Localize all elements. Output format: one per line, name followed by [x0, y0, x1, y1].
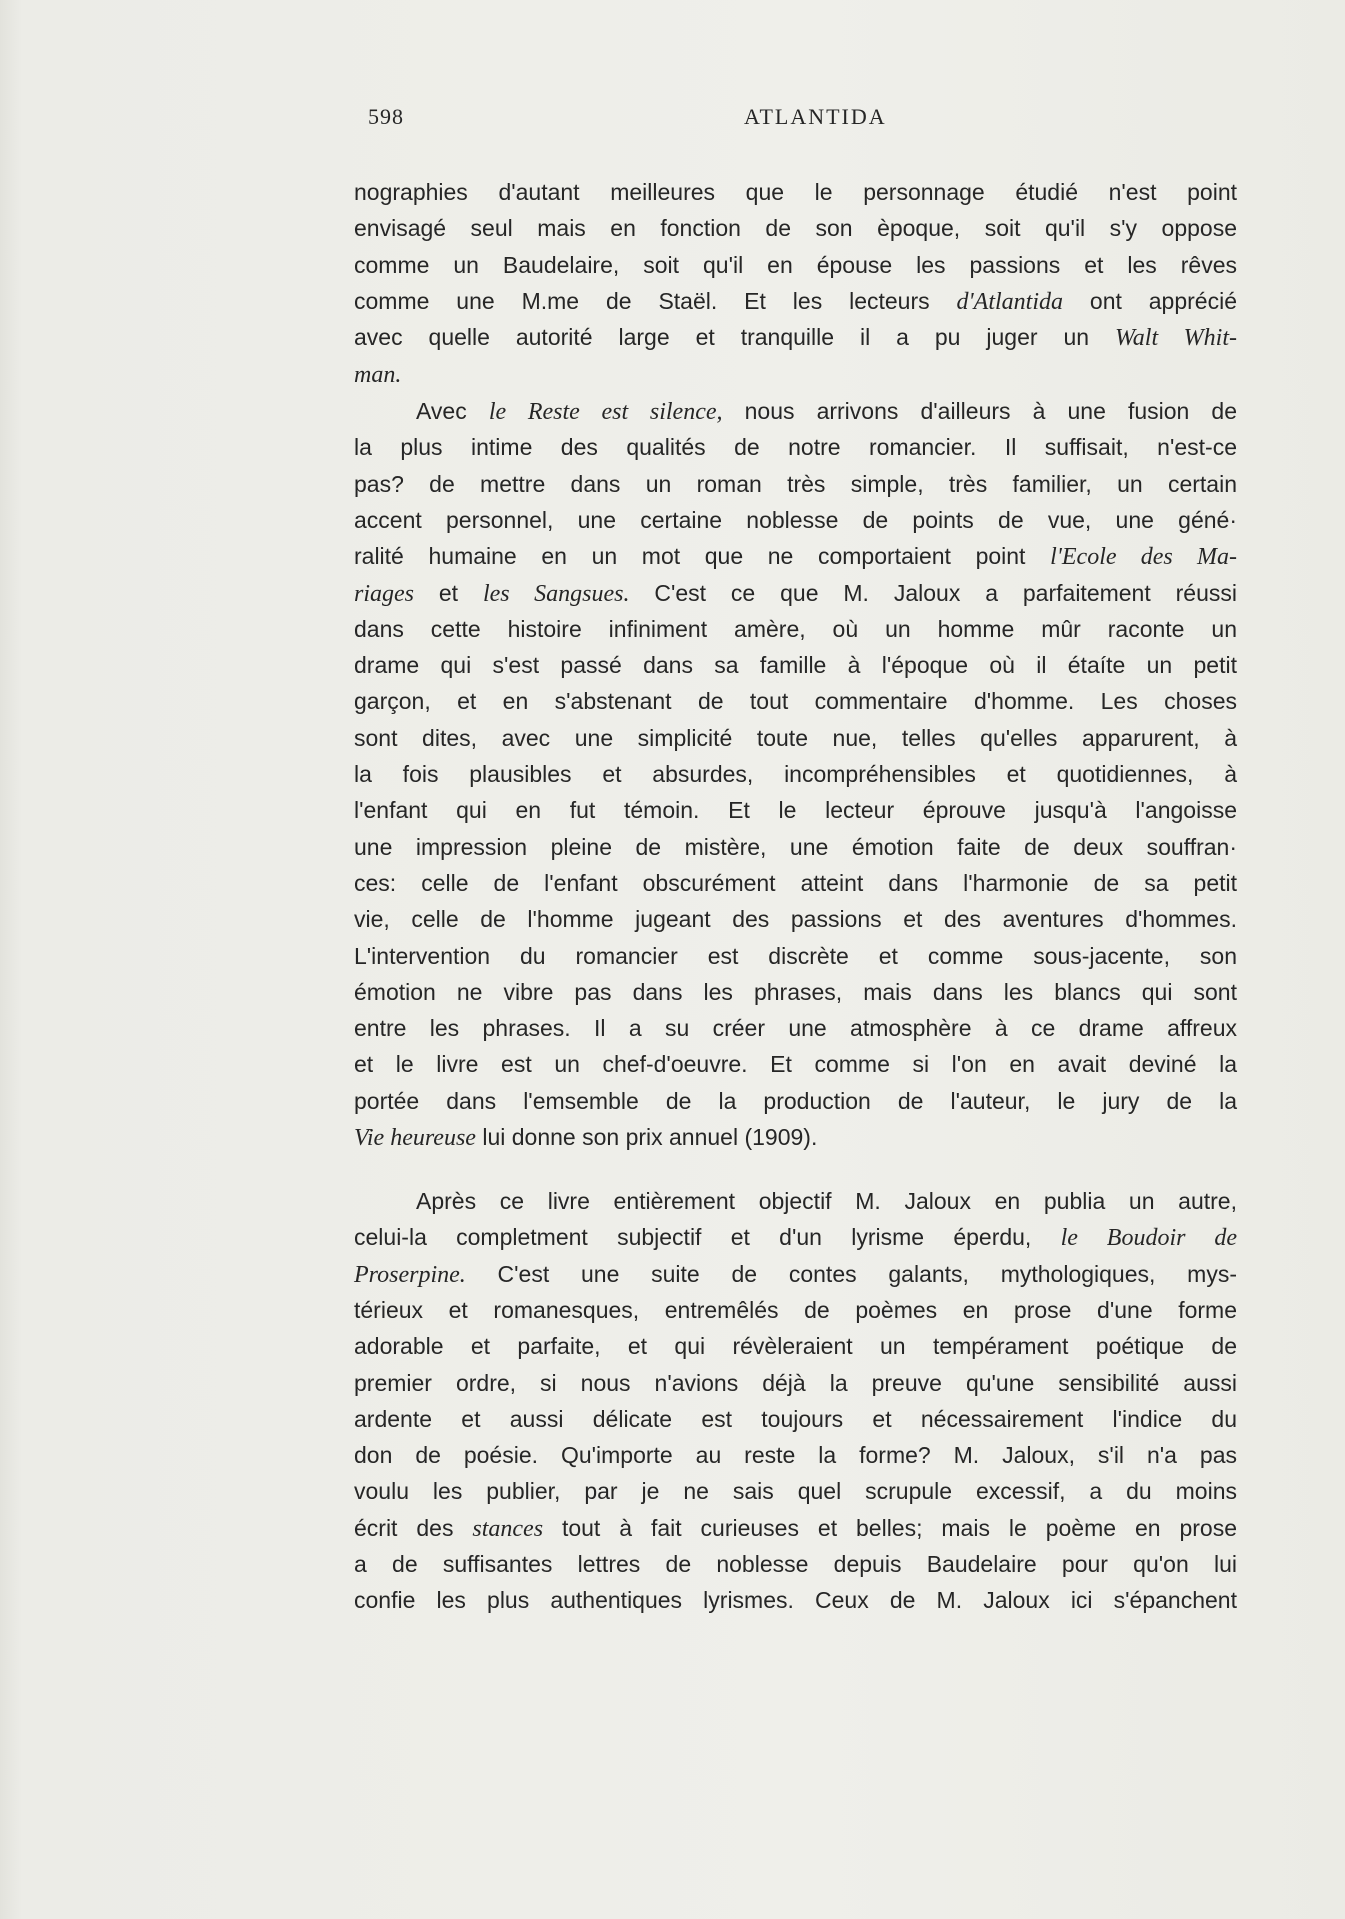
text-span: a de suffisantes lettres de noblesse depuis Baudelaire pour qu'on lui: [354, 1551, 1237, 1577]
text-line: [354, 722, 1237, 754]
text-span: confie les plus authentiques lyrismes. Ceux de M. Jaloux ici s'épanchent: [354, 1587, 1237, 1613]
italic-span: l'Ecole des Ma-: [1050, 544, 1237, 570]
italic-span: Vie heureuse: [354, 1125, 476, 1151]
text-span: écrit des: [354, 1515, 473, 1541]
text-span: comme une M.me de Staël. Et les lecteurs: [354, 288, 957, 314]
text-line: [354, 1548, 1237, 1580]
text-line: [354, 1294, 1237, 1326]
text-span: Après ce livre entièrement objectif M. Jaloux en publia un autre,: [416, 1188, 1237, 1214]
page-header: [368, 104, 1288, 138]
text-line: [354, 1185, 1237, 1217]
text-span: C'est ce que M. Jaloux a parfaitement réussi: [629, 580, 1237, 606]
text-span: ces: celle de l'enfant obscurément atteint dans l'harmonie de sa petit: [354, 870, 1237, 896]
text-span: térieux et romanesques, entremêlés de poèmes en prose d'une forme: [354, 1297, 1237, 1323]
text-span: portée dans l'emsemble de la production de l'auteur, le jury de la: [354, 1088, 1237, 1114]
text-span: envisagé seul mais en fonction de son èpoque, soit qu'il s'y oppose: [354, 215, 1237, 241]
text-line: [354, 940, 1237, 972]
text-line: [354, 758, 1237, 790]
text-span: nographies d'autant meilleures que le personnage étudié n'est point: [354, 179, 1237, 205]
text-line: [354, 504, 1237, 536]
text-line: [354, 613, 1237, 645]
text-span: l'enfant qui en fut témoin. Et le lecteur éprouve jusqu'à l'angoisse: [354, 797, 1237, 823]
text-span: entre les phrases. Il a su créer une atmosphère à ce drame affreux: [354, 1015, 1237, 1041]
text-line: [354, 468, 1237, 500]
text-line: [354, 1221, 1237, 1253]
text-span: premier ordre, si nous n'avions déjà la preuve qu'une sensibilité aussi: [354, 1370, 1237, 1396]
text-line: [354, 867, 1237, 899]
text-line: [354, 321, 1237, 353]
italic-span: stances: [472, 1516, 544, 1542]
text-span: Avec: [416, 398, 489, 424]
text-line: [354, 1330, 1237, 1362]
text-line: [354, 1439, 1237, 1471]
italic-span: Walt Whit-: [1115, 325, 1237, 351]
text-span: celui-la completment subjectif et d'un lyrisme éperdu,: [354, 1224, 1061, 1250]
italic-span: man.: [354, 362, 402, 388]
text-line: [354, 395, 1237, 427]
text-span: adorable et parfaite, et qui révèleraient un tempérament poétique de: [354, 1333, 1237, 1359]
text-span: L'intervention du romancier est discrète et comme sous-jacente, son: [354, 943, 1237, 969]
text-line: [354, 285, 1237, 317]
text-span: sont dites, avec une simplicité toute nue, telles qu'elles apparurent, à: [354, 725, 1237, 751]
text-line: [354, 1584, 1237, 1616]
text-line: [354, 1403, 1237, 1435]
text-line: [354, 794, 1237, 826]
text-span: la fois plausibles et absurdes, incompréhensibles et quotidiennes, à: [354, 761, 1237, 787]
text-line: [354, 1475, 1237, 1507]
text-span: drame qui s'est passé dans sa famille à l'époque où il étaíte un petit: [354, 652, 1237, 678]
text-line: [354, 176, 1237, 208]
text-span: accent personnel, une certaine noblesse de points de vue, une géné·: [354, 507, 1237, 533]
text-line: [354, 577, 1237, 609]
text-span: ardente et aussi délicate est toujours et nécessairement l'indice du: [354, 1406, 1237, 1432]
text-span: tout à fait curieuses et belles; mais le poème en prose: [543, 1515, 1237, 1541]
text-span: don de poésie. Qu'importe au reste la forme? M. Jaloux, s'il n'a pas: [354, 1442, 1237, 1468]
text-line: [354, 1258, 1237, 1290]
text-line: [354, 685, 1237, 717]
italic-span: le Reste est silence,: [488, 399, 723, 425]
text-span: voulu les publier, par je ne sais quel scrupule excessif, a du moins: [354, 1478, 1237, 1504]
page-number: 598: [368, 104, 404, 129]
text-span: pas? de mettre dans un roman très simple, très familier, un certain: [354, 471, 1237, 497]
text-span: avec quelle autorité large et tranquille il a pu juger un: [354, 324, 1115, 350]
running-title: ATLANTIDA: [744, 104, 887, 129]
text-line: [354, 903, 1237, 935]
text-span: dans cette histoire infiniment amère, où un homme mûr raconte un: [354, 616, 1237, 642]
text-line: [354, 1012, 1237, 1044]
text-span: comme un Baudelaire, soit qu'il en épouse les passions et les rêves: [354, 252, 1237, 278]
text-line: [354, 831, 1237, 863]
text-line: [354, 1512, 1237, 1544]
text-span: vie, celle de l'homme jugeant des passions et des aventures d'hommes.: [354, 906, 1237, 932]
italic-span: Proserpine.: [354, 1262, 466, 1288]
text-line: [354, 212, 1237, 244]
text-span: une impression pleine de mistère, une émotion faite de deux souffran·: [354, 834, 1237, 860]
text-span: émotion ne vibre pas dans les phrases, mais dans les blancs qui sont: [354, 979, 1237, 1005]
text-span: la plus intime des qualités de notre romancier. Il suffisait, n'est-ce: [354, 434, 1237, 460]
text-span: ralité humaine en un mot que ne comportaient point: [354, 543, 1051, 569]
text-line: [354, 649, 1237, 681]
text-line: [354, 976, 1237, 1008]
text-line: [354, 1367, 1237, 1399]
text-line: [354, 1085, 1237, 1117]
text-line: [354, 1121, 1237, 1153]
text-span: lui donne son prix annuel (1909).: [475, 1124, 818, 1150]
italic-span: les Sangsues.: [482, 581, 630, 607]
text-line: [354, 1048, 1237, 1080]
italic-span: riages: [354, 581, 414, 607]
text-span: et: [414, 580, 483, 606]
text-line: [354, 540, 1237, 572]
text-line: [354, 249, 1237, 281]
text-span: garçon, et en s'abstenant de tout commentaire d'homme. Les choses: [354, 688, 1237, 714]
text-span: ont apprécié: [1063, 288, 1237, 314]
text-span: nous arrivons d'ailleurs à une fusion de: [722, 398, 1238, 424]
italic-span: d'Atlantida: [956, 289, 1063, 315]
text-span: et le livre est un chef-d'oeuvre. Et comme si l'on en avait deviné la: [354, 1051, 1237, 1077]
text-span: C'est une suite de contes galants, mythologiques, mys-: [465, 1261, 1237, 1287]
text-line: [354, 358, 1237, 390]
italic-span: le Boudoir de: [1060, 1225, 1237, 1251]
text-line: [354, 431, 1237, 463]
